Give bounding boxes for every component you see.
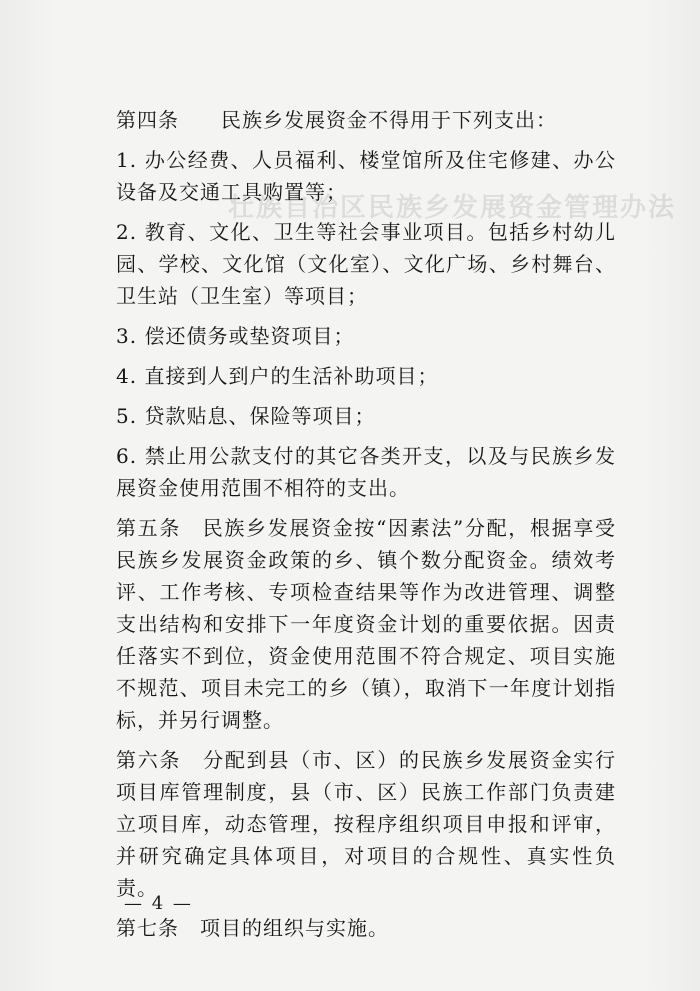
article-6: 第六条 分配到县（市、区）的民族乡发展资金实行项目库管理制度，县（市、区）民族工作部门负责建立项目库，动态管理，按程序组织项目申报和评审，并研究确定具体项目，对项目的合规性、真实性负责。 [116,748,616,900]
spacer [116,736,616,744]
article-7: 第七条 项目的组织与实施。 [116,916,389,940]
spacer [116,208,616,216]
spacer [116,136,616,144]
article-4-heading [116,104,616,136]
spacer [116,312,616,320]
article-4-item-6: 6. 禁止用公款支付的其它各类开支，以及与民族乡发展资金使用范围不相符的支出。 [116,444,616,500]
document-body [116,104,616,944]
spacer [116,352,616,360]
article-5: 第五条 民族乡发展资金按“因素法”分配，根据享受民族乡发展资金政策的乡、镇个数分配资金。绩效考评、工作考核、专项检查结果等作为改进管理、调整支出结构和安排下一年度资金计划的重要依据。因责任落实不到位，资金使用范围不符合规定、项目实施不规范、项目未完工的乡（镇），取消下一年度计划指标，并另行调整。 [116,516,616,732]
page-number: — 4 — [124,893,193,914]
spacer [116,504,616,512]
article-4-item-3: 3. 偿还债务或垫资项目； [116,324,355,348]
article-4-item-4: 4. 直接到人到户的生活补助项目； [116,364,439,388]
article-4-text: 民族乡发展资金不得用于下列支出： [221,108,557,132]
spacer [116,392,616,400]
article-4-item-2: 2. 教育、文化、卫生等社会事业项目。包括乡村幼儿园、学校、文化馆（文化室）、文化广场、乡村舞台、卫生站（卫生室）等项目； [116,220,616,308]
article-4-item-1: 1. 办公经费、人员福利、楼堂馆所及住宅修建、办公设备及交通工具购置等； [116,148,616,204]
bleed-through-title: 壮族自治区民族乡发展资金管理办法 [228,193,677,223]
spacer [116,432,616,440]
article-4-label: 第四条 [116,108,179,132]
article-4-item-5: 5. 贷款贴息、保险等项目； [116,404,376,428]
article-4-spacer [179,108,221,132]
